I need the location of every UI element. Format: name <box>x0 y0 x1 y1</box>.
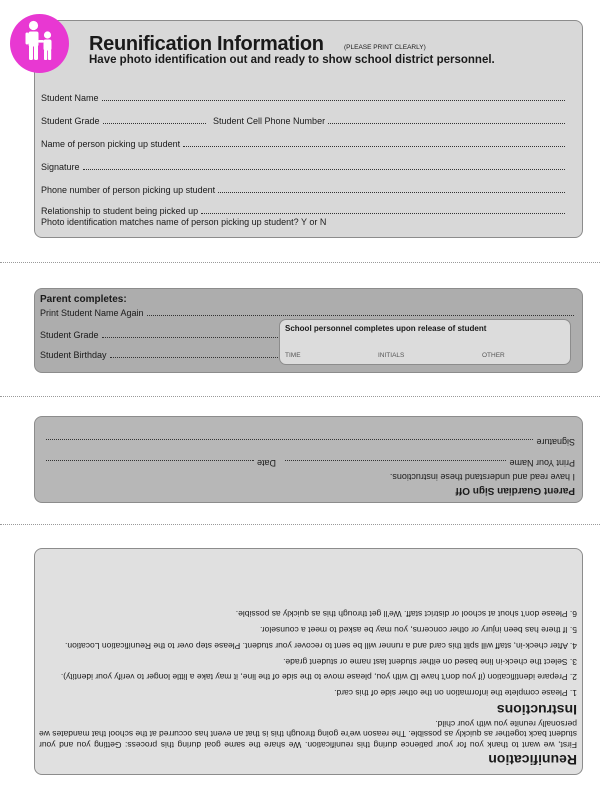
student-birthday-label: Student Birthday <box>40 350 107 360</box>
print-your-name-label: Print Your Name <box>509 458 575 468</box>
initials-column-label: INITIALS <box>378 352 405 359</box>
print-student-name-label: Print Student Name Again <box>40 308 144 318</box>
pickup-name-field[interactable] <box>41 139 567 149</box>
school-personnel-box <box>279 319 571 365</box>
pickup-phone-label: Phone number of person picking up student <box>41 185 216 195</box>
student-name-label: Student Name <box>41 93 99 103</box>
parent-student-grade-field[interactable] <box>40 330 280 340</box>
pickup-phone-line[interactable] <box>218 192 565 193</box>
student-grade-field[interactable] <box>41 116 208 126</box>
pickup-name-label: Name of person picking up student <box>41 139 181 149</box>
signoff-signature-line[interactable] <box>46 439 533 440</box>
date-field[interactable] <box>44 458 276 468</box>
time-column-label: TIME <box>285 352 301 359</box>
form-subtitle: Have photo identification out and ready to show school district personnel. <box>89 54 495 66</box>
print-your-name-field[interactable] <box>283 458 575 468</box>
student-cell-field[interactable] <box>213 116 567 126</box>
instruction-step: 5. If there has been injury or other concerns, you may be asked to meet a counselor. <box>259 625 577 636</box>
relationship-label: Relationship to student being picked up <box>41 206 199 216</box>
reunification-instructions-section <box>34 548 583 775</box>
signature-line[interactable] <box>83 169 565 170</box>
instructions-intro: First, we want to thank you for your patience during this reunification. We share the same goal during this process: Getting you and your student back together as quickly as possible. The reason we're going through this is that an event has occurred at the school that mandates we personally reunite you with your child. <box>39 719 577 750</box>
print-clearly-note: (PLEASE PRINT CLEARLY) <box>344 44 426 51</box>
student-cell-label: Student Cell Phone Number <box>213 116 326 126</box>
relationship-line[interactable] <box>201 213 565 214</box>
student-name-field[interactable] <box>41 93 567 103</box>
form-title: Reunification Information <box>89 33 324 55</box>
signoff-signature-label: Signature <box>536 437 575 447</box>
student-grade-label: Student Grade <box>41 116 100 126</box>
parent-child-icon <box>10 14 69 73</box>
signoff-signature-field[interactable] <box>44 437 575 447</box>
relationship-field[interactable] <box>41 206 567 216</box>
student-name-line[interactable] <box>102 100 565 101</box>
instruction-step: 1. Please complete the information on the other side of this card. <box>334 688 577 698</box>
parent-completes-section <box>34 288 583 373</box>
parent-completes-heading: Parent completes: <box>40 294 127 305</box>
print-student-name-field[interactable] <box>40 308 576 318</box>
instructions-subtitle: Instructions <box>496 702 577 718</box>
print-student-name-line[interactable] <box>147 315 574 316</box>
parent-student-grade-label: Student Grade <box>40 330 99 340</box>
instruction-step: 3. Select the check-in line based on either student last name or student grade. <box>283 656 577 667</box>
student-cell-line[interactable] <box>328 123 565 124</box>
instruction-step: 4. After check-in, staff will split this card and a runner will be sent to recover your student. Please step over to the Reunification Location. <box>64 640 577 651</box>
parent-guardian-signoff-section <box>34 416 583 503</box>
perforation-line <box>0 396 600 397</box>
reunification-info-section <box>34 20 583 238</box>
perforation-line <box>0 524 600 525</box>
print-your-name-line[interactable] <box>285 460 506 461</box>
instructions-steps <box>39 604 577 698</box>
instruction-step: 2. Prepare identification (if you don't have ID with you, please move to the side of the line, it may take a little longer to verify your identity). <box>60 672 577 683</box>
school-personnel-heading: School personnel completes upon release of student <box>285 324 487 333</box>
photo-id-question: Photo identification matches name of person picking up student? Y or N <box>41 217 327 227</box>
date-label: Date <box>256 458 276 468</box>
student-birthday-line[interactable] <box>110 357 278 358</box>
date-line[interactable] <box>46 460 254 461</box>
perforation-line <box>0 262 600 263</box>
instruction-step: 6. Please don't shout at school or district staff. We'll get through this as quickly as possible. <box>235 609 577 620</box>
signature-label: Signature <box>41 162 80 172</box>
signoff-statement: I have read and understand these instructions. <box>389 472 575 482</box>
other-column-label: OTHER <box>482 352 505 359</box>
parent-student-grade-line[interactable] <box>102 337 278 338</box>
student-grade-line[interactable] <box>103 123 206 124</box>
signature-field[interactable] <box>41 162 567 172</box>
student-birthday-field[interactable] <box>40 350 280 360</box>
pickup-phone-field[interactable] <box>41 185 567 195</box>
instructions-title: Reunification <box>488 752 577 768</box>
pickup-name-line[interactable] <box>183 146 565 147</box>
signoff-heading: Parent Guardian Sign Off <box>455 485 575 496</box>
